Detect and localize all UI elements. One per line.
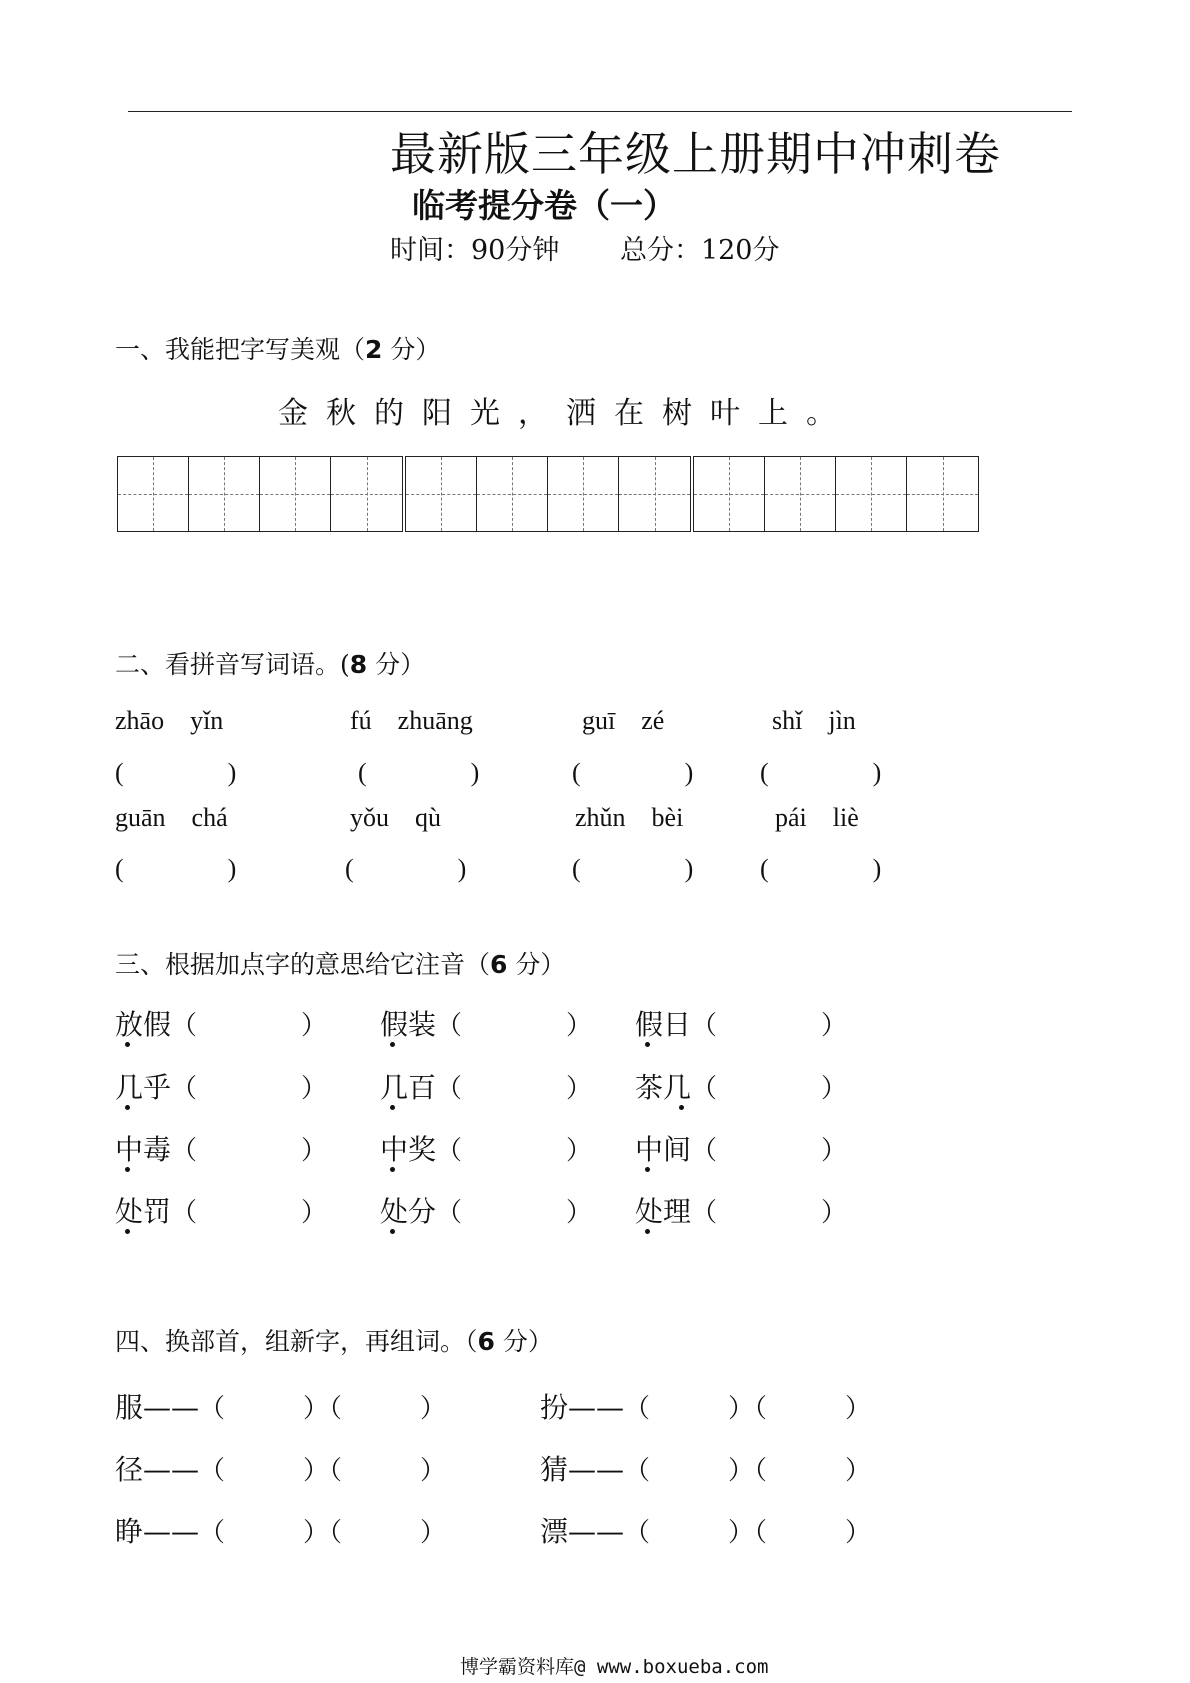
- answer-blank[interactable]: （ ）: [171, 1074, 328, 1103]
- answer-blank[interactable]: ( ): [572, 854, 694, 883]
- emphasis-dot: [679, 1105, 684, 1110]
- radical-item: 扮——（ ）（ ）: [540, 1391, 872, 1424]
- top-rule: [128, 111, 1072, 112]
- page-title: 最新版三年级上册期中冲刺卷: [390, 127, 1001, 181]
- answer-blank[interactable]: ( ): [760, 854, 882, 883]
- answer-blank[interactable]: （ ）: [691, 1074, 848, 1103]
- section2-heading: 二、看拼音写词语。(8 分）: [115, 650, 426, 679]
- answer-blank[interactable]: （ ）: [171, 1011, 328, 1040]
- answer-blank[interactable]: （ ）: [436, 1074, 593, 1103]
- emphasis-dot: [645, 1229, 650, 1234]
- copy-sentence: 金 秋 的 阳 光 ， 洒 在 树 叶 上 。: [278, 396, 836, 431]
- pinyin: guī zé: [582, 706, 665, 735]
- grid-cell[interactable]: [118, 457, 189, 531]
- grid-cell[interactable]: [477, 457, 548, 531]
- dotted-word: 放假（ ）: [115, 1008, 328, 1041]
- pinyin: zhāo yǐn: [115, 706, 224, 735]
- pinyin: pái liè: [775, 803, 859, 832]
- answer-blank[interactable]: （ ）（ ）: [199, 1456, 447, 1485]
- pinyin: zhǔn bèi: [575, 803, 684, 832]
- page-subtitle: 临考提分卷（一）: [412, 186, 676, 225]
- radical-item: 径——（ ）（ ）: [115, 1453, 447, 1486]
- dotted-word: 中毒（ ）: [115, 1133, 328, 1166]
- grid-cell[interactable]: [836, 457, 907, 531]
- dotted-word: 处罚（ ）: [115, 1195, 328, 1228]
- answer-blank[interactable]: ( ): [115, 758, 237, 787]
- footer-watermark: 博学霸资料库@ www.boxueba.com: [460, 1656, 769, 1678]
- dotted-word: 中间（ ）: [635, 1133, 848, 1166]
- answer-blank[interactable]: ( ): [572, 758, 694, 787]
- radical-item: 服——（ ）（ ）: [115, 1391, 447, 1424]
- emphasis-dot: [390, 1229, 395, 1234]
- answer-blank[interactable]: ( ): [115, 854, 237, 883]
- answer-blank[interactable]: （ ）: [171, 1136, 328, 1165]
- pinyin: yǒu qù: [350, 803, 442, 832]
- answer-blank[interactable]: （ ）: [436, 1011, 593, 1040]
- grid-cell[interactable]: [189, 457, 260, 531]
- total-score: 总分：120分: [619, 235, 780, 266]
- answer-blank[interactable]: （ ）: [691, 1011, 848, 1040]
- pinyin: shǐ jìn: [772, 706, 856, 735]
- answer-blank[interactable]: （ ）（ ）: [199, 1518, 447, 1547]
- exam-meta: [390, 228, 780, 267]
- emphasis-dot: [125, 1105, 130, 1110]
- answer-blank[interactable]: （ ）（ ）: [624, 1456, 872, 1485]
- answer-blank[interactable]: ( ): [760, 758, 882, 787]
- pinyin: guān chá: [115, 803, 228, 832]
- section1-heading: 一、我能把字写美观（2 分）: [115, 335, 441, 364]
- dotted-word: 几乎（ ）: [115, 1071, 328, 1104]
- dotted-word: 中奖（ ）: [380, 1133, 593, 1166]
- answer-blank[interactable]: ( ): [358, 758, 480, 787]
- emphasis-dot: [390, 1042, 395, 1047]
- section4-heading: 四、换部首，组新字，再组词。（6 分）: [115, 1327, 553, 1356]
- answer-blank[interactable]: （ ）: [436, 1198, 593, 1227]
- grid-cell[interactable]: [260, 457, 331, 531]
- emphasis-dot: [125, 1229, 130, 1234]
- grid-cell[interactable]: [694, 457, 765, 531]
- grid-cell[interactable]: [331, 457, 402, 531]
- emphasis-dot: [645, 1167, 650, 1172]
- dotted-word: 假装（ ）: [380, 1008, 593, 1041]
- pinyin: fú zhuāng: [350, 706, 473, 735]
- emphasis-dot: [125, 1167, 130, 1172]
- emphasis-dot: [390, 1167, 395, 1172]
- grid-cell[interactable]: [548, 457, 619, 531]
- answer-blank[interactable]: （ ）（ ）: [199, 1394, 447, 1423]
- dotted-word: 几百（ ）: [380, 1071, 593, 1104]
- emphasis-dot: [125, 1042, 130, 1047]
- dotted-word: 处分（ ）: [380, 1195, 593, 1228]
- dotted-word: 假日（ ）: [635, 1008, 848, 1041]
- answer-blank[interactable]: ( ): [345, 854, 467, 883]
- answer-blank[interactable]: （ ）: [436, 1136, 593, 1165]
- writing-grid[interactable]: [117, 456, 981, 532]
- radical-item: 睁——（ ）（ ）: [115, 1515, 447, 1548]
- answer-blank[interactable]: （ ）: [691, 1198, 848, 1227]
- answer-blank[interactable]: （ ）（ ）: [624, 1394, 872, 1423]
- dotted-word: 处理（ ）: [635, 1195, 848, 1228]
- emphasis-dot: [645, 1042, 650, 1047]
- dotted-word: 茶几（ ）: [635, 1071, 848, 1104]
- answer-blank[interactable]: （ ）: [691, 1136, 848, 1165]
- section3-heading: 三、根据加点字的意思给它注音（6 分）: [115, 950, 566, 979]
- emphasis-dot: [390, 1105, 395, 1110]
- time-limit: 时间：90分钟: [390, 235, 560, 266]
- answer-blank[interactable]: （ ）: [171, 1198, 328, 1227]
- radical-item: 漂——（ ）（ ）: [540, 1515, 872, 1548]
- answer-blank[interactable]: （ ）（ ）: [624, 1518, 872, 1547]
- grid-cell[interactable]: [765, 457, 836, 531]
- radical-item: 猜——（ ）（ ）: [540, 1453, 872, 1486]
- grid-cell[interactable]: [406, 457, 477, 531]
- grid-cell[interactable]: [907, 457, 978, 531]
- grid-cell[interactable]: [619, 457, 690, 531]
